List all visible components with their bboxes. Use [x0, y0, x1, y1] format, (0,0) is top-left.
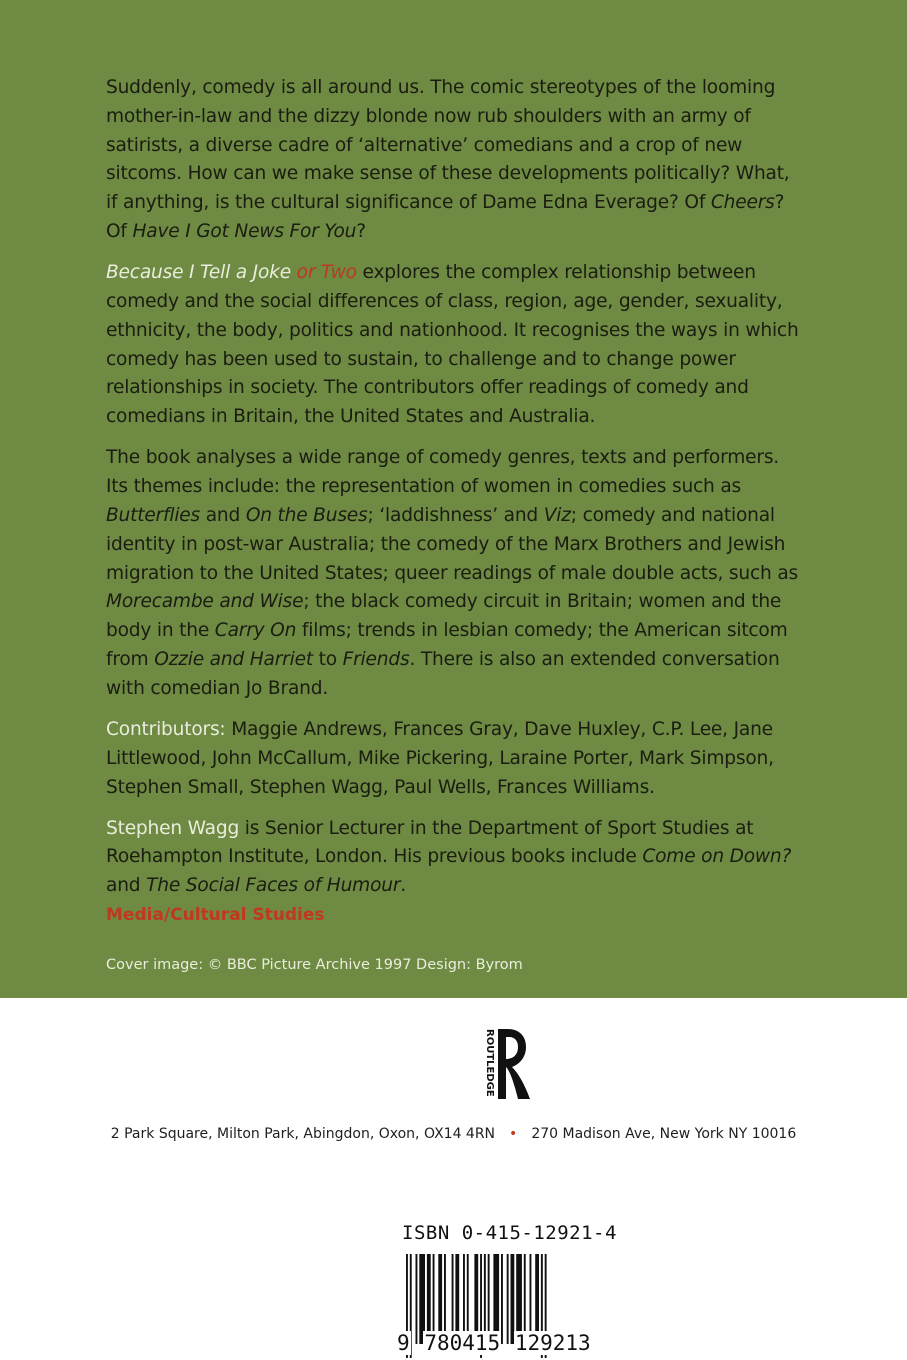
ean-right-group: 129213	[514, 1331, 591, 1355]
cover-credit: Cover image: © BBC Picture Archive 1997 Design: Byrom	[106, 957, 523, 973]
isbn-label: ISBN 0-415-12921-4	[402, 1222, 617, 1244]
paragraph-contributors	[106, 716, 806, 802]
address-uk: 2 Park Square, Milton Park, Abingdon, Oxon, OX14 4RN	[110, 1126, 496, 1142]
publisher-addresses	[0, 1126, 907, 1142]
contributors-label: Contributors:	[106, 718, 226, 740]
ean-first-digit: 9	[397, 1331, 410, 1355]
subject-category: Media/Cultural Studies	[106, 905, 325, 925]
paragraph-themes: The book analyses a wide range of comedy genres, texts and performers. Its themes include: the representation of women in comedies such as Butterflies and On the Buses; ‘laddishness’ and Viz; comedy and national identity in post-war Australia; the comedy of the Marx Brothers and Jewish migration to the United States; queer readings of male double acts, such as Morecambe and Wise; the black comedy circuit in Britain; women and the body in the Carry On films; trends in lesbian comedy; the American sitcom from Ozzie and Harriet to Friends. There is also an extended conversation with comedian Jo Brand.	[106, 447, 798, 699]
address-us: 270 Madison Ave, New York NY 10016	[531, 1126, 797, 1142]
ean-digits	[396, 1331, 592, 1355]
back-cover-text	[106, 74, 806, 913]
paragraph-editor: Stephen Wagg is Senior Lecturer in the Department of Sport Studies at Roehampton Institute, London. His previous books include Come on Down? and The Social Faces of Humour.	[106, 817, 792, 897]
paragraph-intro: Suddenly, comedy is all around us. The comic stereotypes of the looming mother-in-law and the dizzy blonde now rub shoulders with an army of satirists, a diverse cadre of ‘alternative’ comedians and a crop of new sitcoms. How can we make sense of these developments politically? What, if anything, is the cultural significance of Dame Edna Everage? Of Cheers? Of Have I Got News For You?	[106, 77, 790, 242]
editor-name: Stephen Wagg	[106, 817, 240, 839]
contributors-names: Maggie Andrews, Frances Gray, Dave Huxley, C.P. Lee, Jane Littlewood, John McCallum, Mike Pickering, Laraine Porter, Mark Simpson, Stephen Small, Stephen Wagg, Paul Wells, Frances Williams.	[106, 718, 774, 798]
routledge-logo-text: ROUTLEDGE	[484, 1029, 495, 1097]
ean-left-group: 780415	[424, 1331, 501, 1355]
book-title: Because I Tell a Joke	[106, 262, 291, 284]
book-title-accent: or Two	[290, 262, 357, 284]
address-separator: •	[509, 1126, 518, 1142]
paragraph-book-summary: Because I Tell a Joke or Two explores the complex relationship between comedy and the social differences of class, region, age, gender, sexuality, ethnicity, the body, politics and nationhood. It recognises the ways in which comedy has been used to sustain, to challenge and to change power relationships in society. The contributors offer readings of comedy and comedians in Britain, the United States and Australia.	[106, 262, 799, 428]
routledge-logo-icon	[476, 1027, 532, 1103]
